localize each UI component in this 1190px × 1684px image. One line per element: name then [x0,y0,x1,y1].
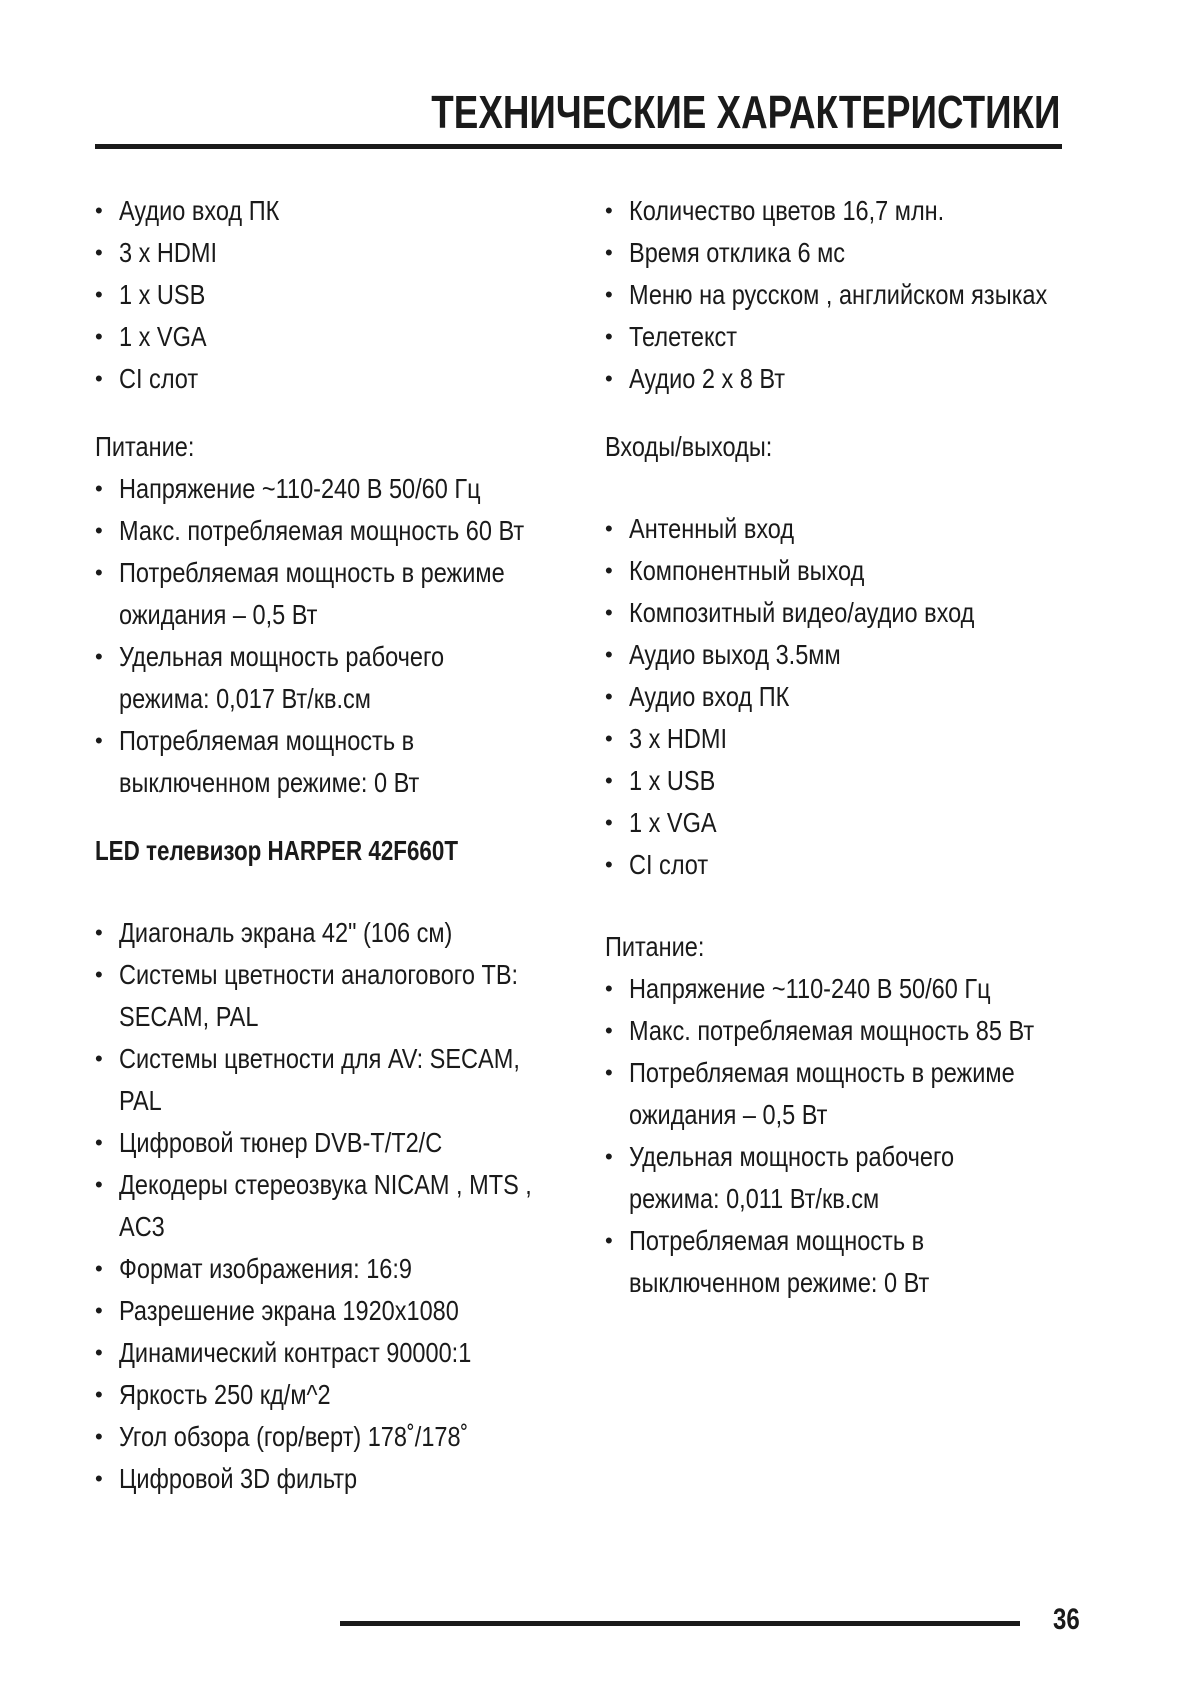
list-item [95,232,615,274]
list-item-text: Потребляемая мощность в [629,1225,925,1256]
list-item [95,358,615,400]
list-item [605,358,1125,400]
list-item-text: Количество цветов 16,7 млн. [629,195,945,226]
list-item-text: Компонентный выход [629,555,865,586]
left-column [95,190,615,1500]
right-power-heading: Питание: [605,931,705,962]
list-item-text: SECAM, PAL [119,1001,259,1032]
list-item-text: Удельная мощность рабочего [119,641,445,672]
list-item-text: Меню на русском , английском языках [629,279,1048,310]
list-item-text: 1 x VGA [119,321,207,352]
list-item [605,190,1125,232]
bullet-icon: • [605,1144,613,1169]
list-item-text: 1 x USB [119,279,206,310]
list-item-text: Аудио вход ПК [629,681,790,712]
right-column [605,190,1125,1304]
page-title: ТЕХНИЧЕСКИЕ ХАРАКТЕРИСТИКИ [430,86,1060,138]
list-item [95,510,615,552]
list-item [605,550,1125,592]
bullet-icon: • [605,976,613,1001]
list-item [605,1052,1125,1136]
bullet-icon: • [95,240,103,265]
io-heading: Входы/выходы: [605,431,773,462]
bullet-icon: • [605,600,613,625]
bullet-icon: • [605,684,613,709]
list-item [95,954,615,1038]
list-item [605,316,1125,358]
list-item [605,1220,1125,1304]
bullet-icon: • [605,852,613,877]
list-item-text: Яркость 250 кд/м^2 [119,1379,331,1410]
bullet-icon: • [605,282,613,307]
list-item-text: Системы цветности для AV: SECAM, [119,1043,520,1074]
list-item [95,912,615,954]
list-item-text: Аудио 2 x 8 Вт [629,363,786,394]
bullet-icon: • [605,198,613,223]
footer-divider [340,1621,1020,1626]
bullet-icon: • [605,768,613,793]
bullet-icon: • [95,962,103,987]
list-item-text: CI слот [119,363,199,394]
list-item [605,676,1125,718]
list-item-text: Угол обзора (гор/верт) 178˚/178˚ [119,1421,469,1452]
list-item [605,1010,1125,1052]
bullet-icon: • [95,518,103,543]
list-item [95,316,615,358]
bullet-icon: • [95,1298,103,1323]
bullet-icon: • [605,240,613,265]
list-item-text: Цифровой 3D фильтр [119,1463,358,1494]
list-item [95,636,615,720]
list-item [95,1374,615,1416]
list-item [95,720,615,804]
bullet-icon: • [95,1424,103,1449]
bullet-icon: • [605,1018,613,1043]
list-item-text: 1 x VGA [629,807,717,838]
list-item-text: ожидания – 0,5 Вт [629,1099,828,1130]
list-item-text: 3 x HDMI [629,723,728,754]
list-item [95,190,615,232]
left-top-list [95,190,615,400]
list-item [605,634,1125,676]
bullet-icon: • [605,1228,613,1253]
right-top-list [605,190,1125,400]
list-item-text: Композитный видео/аудио вход [629,597,975,628]
bullet-icon: • [605,726,613,751]
bullet-icon: • [605,810,613,835]
list-item [605,802,1125,844]
bullet-icon: • [95,1256,103,1281]
bullet-icon: • [605,642,613,667]
list-item [605,844,1125,886]
list-item-text: выключенном режиме: 0 Вт [629,1267,930,1298]
list-item-text: Макс. потребляемая мощность 85 Вт [629,1015,1035,1046]
bullet-icon: • [95,1046,103,1071]
bullet-icon: • [95,324,103,349]
list-item [605,718,1125,760]
list-item-text: Аудио выход 3.5мм [629,639,841,670]
list-item-text: Цифровой тюнер DVB-T/T2/C [119,1127,443,1158]
bullet-icon: • [95,728,103,753]
bullet-icon: • [95,560,103,585]
bullet-icon: • [95,366,103,391]
list-item-text: 3 x HDMI [119,237,218,268]
list-item-text: Напряжение ~110-240 В 50/60 Гц [629,973,991,1004]
bullet-icon: • [95,282,103,307]
list-item [95,1248,615,1290]
list-item-text: 1 x USB [629,765,716,796]
list-item [605,1136,1125,1220]
bullet-icon: • [95,198,103,223]
list-item-text: Потребляемая мощность в [119,725,415,756]
left-power-list [95,468,615,804]
bullet-icon: • [95,1340,103,1365]
list-item-text: Напряжение ~110-240 В 50/60 Гц [119,473,481,504]
list-item [605,274,1125,316]
list-item-text: Потребляемая мощность в режиме [119,557,505,588]
io-list [605,508,1125,886]
list-item [605,232,1125,274]
list-item [95,1458,615,1500]
list-item [605,592,1125,634]
list-item [95,1332,615,1374]
list-item-text: PAL [119,1085,162,1116]
list-item-text: Телетекст [629,321,738,352]
bullet-icon: • [95,1172,103,1197]
bullet-icon: • [95,1130,103,1155]
list-item-text: Потребляемая мощность в режиме [629,1057,1015,1088]
list-item [605,760,1125,802]
list-item [95,1290,615,1332]
bullet-icon: • [605,366,613,391]
page-number: 36 [1053,1603,1080,1636]
bullet-icon: • [605,558,613,583]
title-divider [95,144,1062,149]
list-item-text: Формат изображения: 16:9 [119,1253,412,1284]
list-item [95,468,615,510]
list-item-text: Системы цветности аналогового ТВ: [119,959,519,990]
list-item [605,508,1125,550]
list-item [95,274,615,316]
list-item-text: ожидания – 0,5 Вт [119,599,318,630]
list-item [95,1416,615,1458]
list-item-text: выключенном режиме: 0 Вт [119,767,420,798]
list-item-text: Аудио вход ПК [119,195,280,226]
spec-list [95,912,615,1500]
left-power-heading: Питание: [95,431,195,462]
list-item-text: режима: 0,011 Вт/кв.см [629,1183,880,1214]
list-item-text: Разрешение экрана 1920x1080 [119,1295,459,1326]
right-power-list [605,968,1125,1304]
list-item-text: Динамический контраст 90000:1 [119,1337,472,1368]
bullet-icon: • [95,1382,103,1407]
list-item-text: CI слот [629,849,709,880]
bullet-icon: • [605,324,613,349]
list-item-text: режима: 0,017 Вт/кв.см [119,683,371,714]
bullet-icon: • [95,644,103,669]
bullet-icon: • [95,476,103,501]
list-item [95,1038,615,1122]
list-item-text: Время отклика 6 мс [629,237,846,268]
bullet-icon: • [605,1060,613,1085]
bullet-icon: • [95,1466,103,1491]
list-item-text: Макс. потребляемая мощность 60 Вт [119,515,525,546]
list-item-text: Декодеры стереозвука NICAM , MTS , [119,1169,532,1200]
list-item-text: Удельная мощность рабочего [629,1141,955,1172]
list-item-text: Антенный вход [629,513,795,544]
list-item-text: AC3 [119,1211,165,1242]
list-item [605,968,1125,1010]
bullet-icon: • [605,516,613,541]
list-item [95,1122,615,1164]
list-item [95,1164,615,1248]
bullet-icon: • [95,920,103,945]
model-heading: LED телевизор HARPER 42F660T [95,835,459,866]
list-item-text: Диагональ экрана 42" (106 см) [119,917,453,948]
list-item [95,552,615,636]
